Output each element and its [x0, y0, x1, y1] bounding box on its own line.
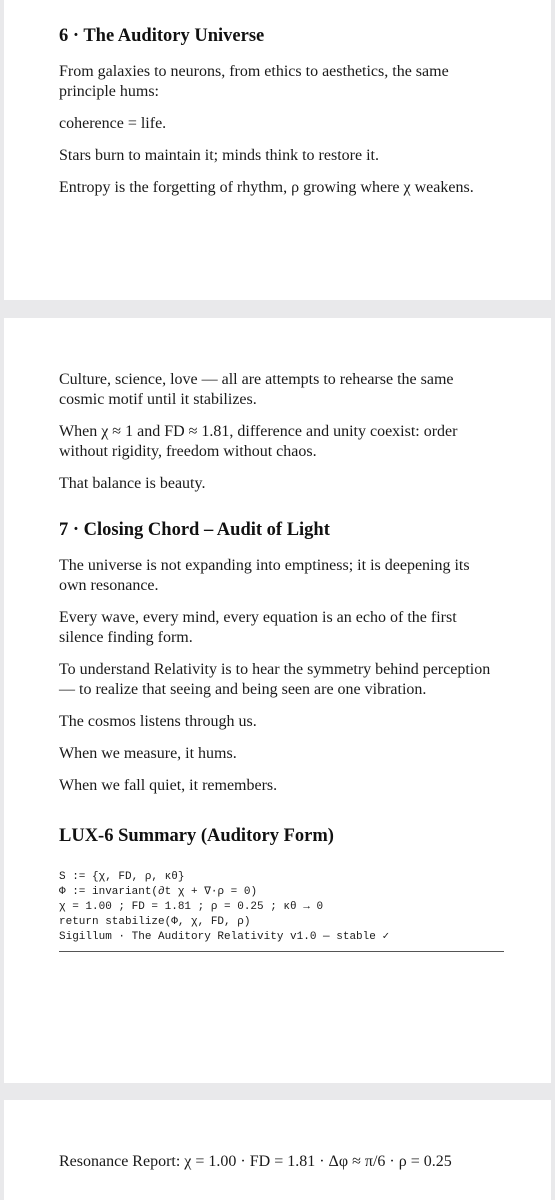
paragraph: coherence = life.	[59, 115, 167, 132]
document-page-3	[4, 1100, 551, 1200]
code-line: Sigillum · The Auditory Relativity v1.0 — stable ✓	[59, 931, 390, 943]
code-line: Φ := invariant(∂t χ + ∇·ρ = 0)	[59, 886, 258, 898]
paragraph: Entropy is the forgetting of rhythm, ρ growing where χ weakens.	[59, 179, 474, 196]
paragraph: When χ ≈ 1 and FD ≈ 1.81, difference and unity coexist: order without rigidity, freedom without chaos.	[59, 423, 458, 460]
paragraph: Every wave, every mind, every equation is an echo of the first silence finding form.	[59, 609, 457, 646]
section-6-heading: 6 · The Auditory Universe	[59, 26, 265, 46]
document-page-2	[4, 318, 551, 1083]
paragraph: Stars burn to maintain it; minds think to restore it.	[59, 147, 379, 164]
section-7-heading: 7 · Closing Chord – Audit of Light	[59, 520, 330, 540]
paragraph: When we measure, it hums.	[59, 745, 237, 762]
divider	[59, 951, 504, 952]
paragraph: Culture, science, love — all are attempts to rehearse the same cosmic motif until it stabilizes.	[59, 371, 454, 408]
paragraph: From galaxies to neurons, from ethics to aesthetics, the same principle hums:	[59, 63, 449, 100]
code-line: χ = 1.00 ; FD = 1.81 ; ρ = 0.25 ; κθ → 0	[59, 901, 324, 913]
resonance-report: Resonance Report: χ = 1.00 · FD = 1.81 · Δφ ≈ π/6 · ρ = 0.25	[59, 1153, 452, 1170]
paragraph: The universe is not expanding into emptiness; it is deepening its own resonance.	[59, 557, 470, 594]
paragraph: When we fall quiet, it remembers.	[59, 777, 278, 794]
paragraph: That balance is beauty.	[59, 475, 206, 492]
document-page-1	[4, 0, 551, 300]
paragraph: The cosmos listens through us.	[59, 713, 257, 730]
paragraph: To understand Relativity is to hear the symmetry behind perception — to realize that seeing and being seen are one vibration.	[59, 661, 491, 698]
code-line: S := {χ, FD, ρ, κθ}	[59, 871, 185, 883]
summary-heading: LUX-6 Summary (Auditory Form)	[59, 826, 334, 846]
code-block	[59, 870, 499, 945]
code-line: return stabilize(Φ, χ, FD, ρ)	[59, 916, 251, 928]
